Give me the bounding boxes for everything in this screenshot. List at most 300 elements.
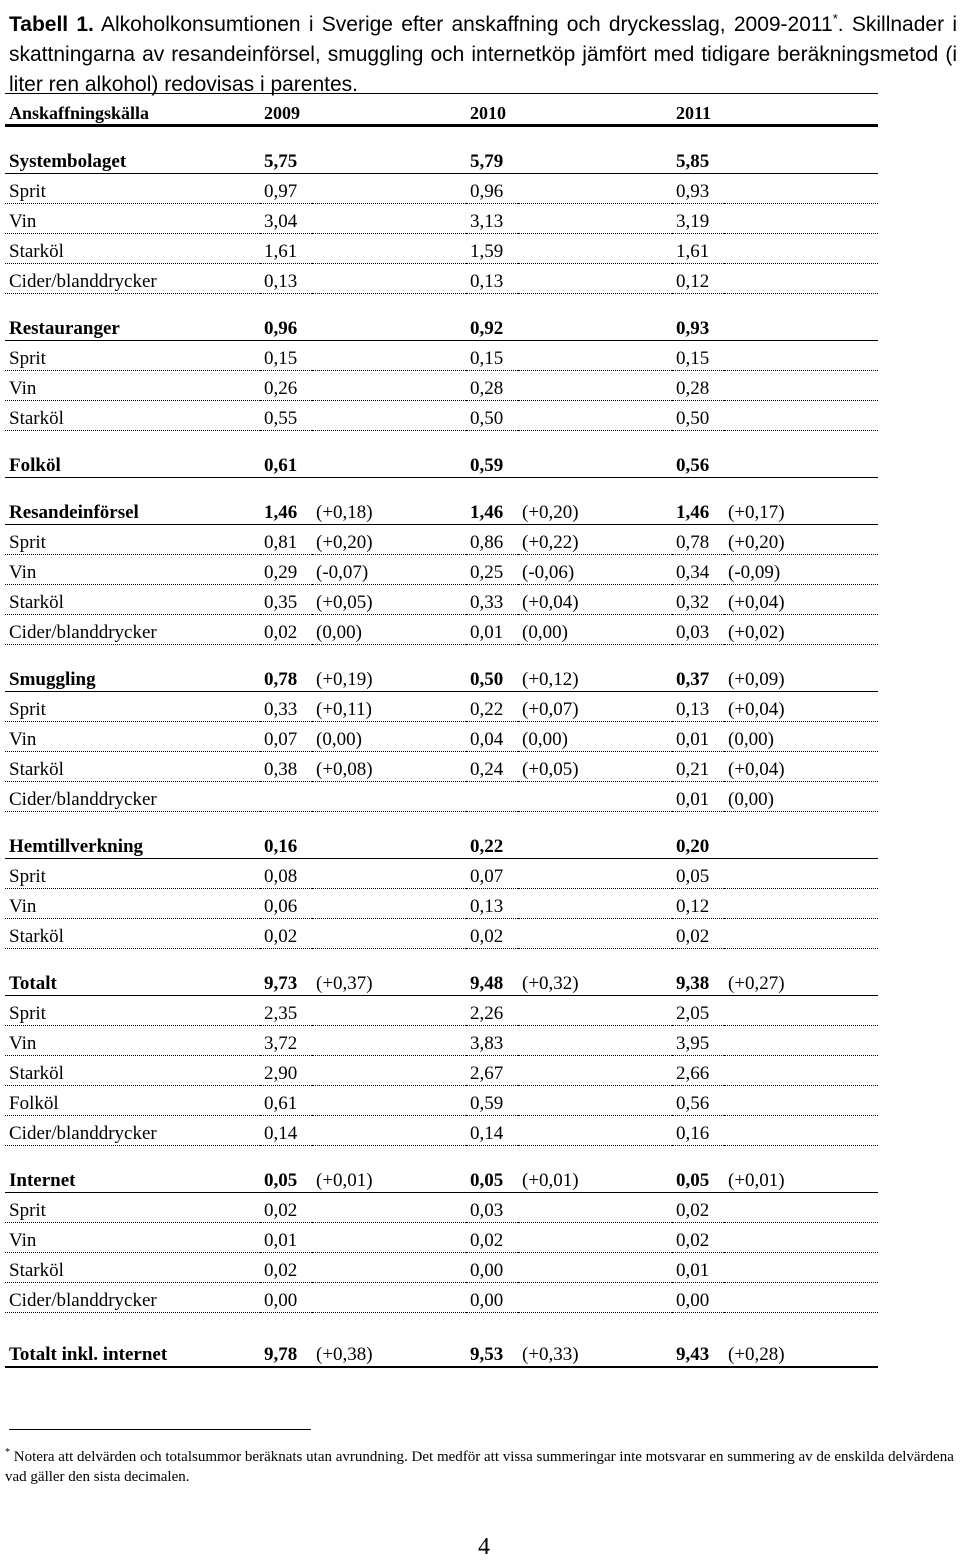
source-name: Cider/blanddrycker [5, 1116, 260, 1146]
source-name: Starköl [5, 401, 260, 431]
group-spacer [5, 1313, 878, 1330]
diff-2009: (0,00) [312, 722, 466, 752]
diff-2009: (+0,01) [312, 1162, 466, 1193]
value-2010 [466, 782, 518, 812]
caption-text: Alkoholkonsumtionen i Sverige efter anskaffning och dryckesslag, 2009-2011 [93, 13, 833, 36]
value-2011: 0,34 [672, 555, 724, 585]
group-spacer [5, 949, 878, 966]
diff-2009 [312, 371, 466, 401]
diff-2011 [724, 996, 878, 1026]
value-2011: 0,15 [672, 341, 724, 371]
value-2010: 0,28 [466, 371, 518, 401]
value-2010: 0,33 [466, 585, 518, 615]
value-2011: 0,20 [672, 828, 724, 859]
value-2010: 2,67 [466, 1056, 518, 1086]
diff-2009: (+0,37) [312, 965, 466, 996]
diff-2010: (+0,05) [518, 752, 672, 782]
diff-2009 [312, 447, 466, 478]
value-2010: 0,02 [466, 1223, 518, 1253]
spacer-cell [5, 645, 878, 662]
table-row [5, 996, 878, 1026]
value-2009: 0,14 [260, 1116, 312, 1146]
value-2011: 3,95 [672, 1026, 724, 1056]
spacer-cell [5, 294, 878, 311]
table-row [5, 752, 878, 782]
value-2009: 0,81 [260, 525, 312, 555]
table-row [5, 1026, 878, 1056]
value-2009: 0,08 [260, 859, 312, 889]
value-2009: 0,38 [260, 752, 312, 782]
value-2011: 1,61 [672, 234, 724, 264]
diff-2011 [724, 371, 878, 401]
diff-2010 [518, 859, 672, 889]
diff-2011: (+0,04) [724, 692, 878, 722]
diff-2009: (+0,38) [312, 1329, 466, 1367]
table-row [5, 782, 878, 812]
value-2011: 5,85 [672, 143, 724, 174]
diff-2011: (+0,28) [724, 1329, 878, 1367]
source-name: Cider/blanddrycker [5, 1283, 260, 1313]
spacer-cell [5, 949, 878, 966]
source-name: Sprit [5, 174, 260, 204]
value-2010: 0,15 [466, 341, 518, 371]
table-header-row [5, 94, 878, 126]
source-name: Internet [5, 1162, 260, 1193]
table-caption [9, 4, 957, 100]
diff-2011 [724, 264, 878, 294]
diff-2010 [518, 1056, 672, 1086]
value-2011: 3,19 [672, 204, 724, 234]
diff-2009 [312, 204, 466, 234]
value-2010: 0,24 [466, 752, 518, 782]
header-year-2010: 2010 [466, 94, 672, 126]
value-2011: 0,02 [672, 919, 724, 949]
diff-2011 [724, 919, 878, 949]
value-2009: 0,15 [260, 341, 312, 371]
table-row [5, 1223, 878, 1253]
diff-2010: (+0,22) [518, 525, 672, 555]
diff-2011 [724, 859, 878, 889]
diff-2010 [518, 174, 672, 204]
value-2010: 0,50 [466, 661, 518, 692]
group-spacer [5, 645, 878, 662]
diff-2009: (+0,11) [312, 692, 466, 722]
value-2010: 0,25 [466, 555, 518, 585]
source-name: Restauranger [5, 310, 260, 341]
value-2011: 2,05 [672, 996, 724, 1026]
value-2011: 0,93 [672, 310, 724, 341]
value-2009: 0,55 [260, 401, 312, 431]
value-2011: 0,78 [672, 525, 724, 555]
table-row [5, 174, 878, 204]
value-2011: 0,13 [672, 692, 724, 722]
table-row [5, 204, 878, 234]
value-2009: 0,61 [260, 1086, 312, 1116]
source-name: Sprit [5, 525, 260, 555]
spacer-cell [5, 126, 878, 144]
diff-2009 [312, 996, 466, 1026]
diff-2009 [312, 310, 466, 341]
value-2009: 0,96 [260, 310, 312, 341]
value-2009: 5,75 [260, 143, 312, 174]
value-2009: 1,61 [260, 234, 312, 264]
value-2011: 0,56 [672, 1086, 724, 1116]
source-name: Totalt [5, 965, 260, 996]
diff-2010 [518, 264, 672, 294]
value-2011: 0,02 [672, 1193, 724, 1223]
table-row-total [5, 143, 878, 174]
header-source: Anskaffningskälla [5, 94, 260, 126]
table-row-total [5, 1162, 878, 1193]
value-2010: 0,01 [466, 615, 518, 645]
value-2010: 5,79 [466, 143, 518, 174]
source-name: Folköl [5, 1086, 260, 1116]
value-2010: 0,00 [466, 1283, 518, 1313]
diff-2009 [312, 143, 466, 174]
diff-2011: (0,00) [724, 722, 878, 752]
diff-2010 [518, 371, 672, 401]
value-2010: 0,05 [466, 1162, 518, 1193]
spacer-cell [5, 431, 878, 448]
diff-2011 [724, 1253, 878, 1283]
diff-2010 [518, 1116, 672, 1146]
diff-2011 [724, 234, 878, 264]
spacer-cell [5, 1313, 878, 1330]
source-name: Sprit [5, 692, 260, 722]
diff-2009: (+0,18) [312, 494, 466, 525]
table-row-total [5, 1329, 878, 1367]
table-row [5, 371, 878, 401]
diff-2010 [518, 889, 672, 919]
value-2011: 0,12 [672, 889, 724, 919]
value-2011: 0,01 [672, 722, 724, 752]
value-2009: 0,01 [260, 1223, 312, 1253]
table-row [5, 525, 878, 555]
table-row [5, 401, 878, 431]
value-2010: 1,59 [466, 234, 518, 264]
diff-2011: (+0,01) [724, 1162, 878, 1193]
value-2010: 1,46 [466, 494, 518, 525]
value-2009: 0,02 [260, 615, 312, 645]
table-row [5, 585, 878, 615]
diff-2009: (+0,08) [312, 752, 466, 782]
value-2011: 0,12 [672, 264, 724, 294]
value-2011: 1,46 [672, 494, 724, 525]
diff-2009 [312, 859, 466, 889]
source-name: Vin [5, 1026, 260, 1056]
diff-2009: (0,00) [312, 615, 466, 645]
diff-2010: (+0,07) [518, 692, 672, 722]
value-2011: 9,43 [672, 1329, 724, 1367]
source-name: Sprit [5, 996, 260, 1026]
diff-2011 [724, 310, 878, 341]
diff-2010 [518, 1193, 672, 1223]
spacer-cell [5, 1146, 878, 1163]
value-2010: 9,53 [466, 1329, 518, 1367]
value-2009: 0,13 [260, 264, 312, 294]
diff-2009 [312, 1026, 466, 1056]
diff-2011 [724, 143, 878, 174]
diff-2010: (+0,33) [518, 1329, 672, 1367]
diff-2011: (+0,04) [724, 752, 878, 782]
value-2009: 9,73 [260, 965, 312, 996]
value-2009: 0,00 [260, 1283, 312, 1313]
diff-2010 [518, 828, 672, 859]
diff-2009 [312, 1283, 466, 1313]
source-name: Sprit [5, 859, 260, 889]
value-2010: 0,13 [466, 889, 518, 919]
value-2011: 0,37 [672, 661, 724, 692]
diff-2011 [724, 1283, 878, 1313]
value-2011: 0,05 [672, 859, 724, 889]
diff-2009: (+0,05) [312, 585, 466, 615]
diff-2010 [518, 143, 672, 174]
diff-2011 [724, 1056, 878, 1086]
diff-2009 [312, 174, 466, 204]
value-2009: 0,07 [260, 722, 312, 752]
table-row-total [5, 310, 878, 341]
diff-2009: (+0,20) [312, 525, 466, 555]
table-row [5, 919, 878, 949]
diff-2010 [518, 341, 672, 371]
source-name: Vin [5, 889, 260, 919]
value-2010: 0,92 [466, 310, 518, 341]
header-year-2009: 2009 [260, 94, 466, 126]
value-2011: 0,03 [672, 615, 724, 645]
value-2009: 1,46 [260, 494, 312, 525]
diff-2011 [724, 1086, 878, 1116]
source-name: Starköl [5, 585, 260, 615]
diff-2011 [724, 204, 878, 234]
value-2009: 2,90 [260, 1056, 312, 1086]
source-name: Hemtillverkning [5, 828, 260, 859]
source-name: Starköl [5, 1253, 260, 1283]
value-2010: 0,22 [466, 828, 518, 859]
diff-2011: (+0,17) [724, 494, 878, 525]
value-2009: 0,35 [260, 585, 312, 615]
diff-2011: (+0,09) [724, 661, 878, 692]
table-row-total [5, 494, 878, 525]
source-name: Totalt inkl. internet [5, 1329, 260, 1367]
value-2010: 0,86 [466, 525, 518, 555]
diff-2010 [518, 204, 672, 234]
source-name: Resandeinförsel [5, 494, 260, 525]
source-name: Sprit [5, 1193, 260, 1223]
group-spacer [5, 431, 878, 448]
diff-2009: (-0,07) [312, 555, 466, 585]
value-2010: 0,07 [466, 859, 518, 889]
value-2009: 0,16 [260, 828, 312, 859]
diff-2009 [312, 264, 466, 294]
value-2011: 0,00 [672, 1283, 724, 1313]
value-2011: 9,38 [672, 965, 724, 996]
value-2011: 0,28 [672, 371, 724, 401]
source-name: Cider/blanddrycker [5, 782, 260, 812]
diff-2011 [724, 401, 878, 431]
diff-2009 [312, 1116, 466, 1146]
source-name: Folköl [5, 447, 260, 478]
source-name: Vin [5, 204, 260, 234]
source-name: Starköl [5, 1056, 260, 1086]
value-2010: 0,03 [466, 1193, 518, 1223]
group-spacer [5, 1146, 878, 1163]
table-body [5, 126, 878, 1368]
value-2009: 0,33 [260, 692, 312, 722]
diff-2011: (+0,27) [724, 965, 878, 996]
table-row-total [5, 828, 878, 859]
value-2010: 0,96 [466, 174, 518, 204]
value-2010: 0,59 [466, 447, 518, 478]
diff-2010 [518, 1253, 672, 1283]
diff-2009 [312, 1086, 466, 1116]
value-2011: 0,21 [672, 752, 724, 782]
value-2010: 3,13 [466, 204, 518, 234]
diff-2010 [518, 1026, 672, 1056]
source-name: Smuggling [5, 661, 260, 692]
diff-2010: (-0,06) [518, 555, 672, 585]
diff-2010 [518, 234, 672, 264]
source-name: Starköl [5, 919, 260, 949]
diff-2011: (+0,20) [724, 525, 878, 555]
value-2011: 0,16 [672, 1116, 724, 1146]
table-row [5, 234, 878, 264]
group-spacer [5, 294, 878, 311]
diff-2011 [724, 341, 878, 371]
table-row [5, 692, 878, 722]
diff-2010 [518, 782, 672, 812]
table-row [5, 615, 878, 645]
source-name: Cider/blanddrycker [5, 264, 260, 294]
diff-2010 [518, 996, 672, 1026]
table-row [5, 264, 878, 294]
footnote [5, 1443, 955, 1487]
value-2009: 0,06 [260, 889, 312, 919]
value-2011: 0,01 [672, 782, 724, 812]
diff-2011 [724, 1116, 878, 1146]
table-row [5, 1253, 878, 1283]
value-2009: 0,26 [260, 371, 312, 401]
value-2009 [260, 782, 312, 812]
diff-2011 [724, 828, 878, 859]
diff-2011 [724, 1193, 878, 1223]
spacer-cell [5, 812, 878, 829]
footnote-marker: * [5, 1447, 10, 1458]
value-2011: 0,56 [672, 447, 724, 478]
value-2009: 0,02 [260, 1193, 312, 1223]
table-row [5, 889, 878, 919]
table-row [5, 1116, 878, 1146]
value-2010: 0,00 [466, 1253, 518, 1283]
diff-2011: (+0,04) [724, 585, 878, 615]
value-2009: 3,04 [260, 204, 312, 234]
diff-2009 [312, 889, 466, 919]
value-2010: 0,59 [466, 1086, 518, 1116]
group-spacer [5, 126, 878, 144]
value-2011: 0,32 [672, 585, 724, 615]
page-number: 4 [478, 1534, 490, 1560]
value-2010: 3,83 [466, 1026, 518, 1056]
diff-2009 [312, 919, 466, 949]
table-row [5, 341, 878, 371]
source-name: Vin [5, 371, 260, 401]
diff-2011: (+0,02) [724, 615, 878, 645]
table-row-total [5, 447, 878, 478]
diff-2010 [518, 401, 672, 431]
value-2011: 2,66 [672, 1056, 724, 1086]
group-spacer [5, 812, 878, 829]
diff-2010: (+0,04) [518, 585, 672, 615]
diff-2011 [724, 1026, 878, 1056]
value-2010: 0,02 [466, 919, 518, 949]
diff-2009 [312, 234, 466, 264]
value-2011: 0,05 [672, 1162, 724, 1193]
source-name: Starköl [5, 752, 260, 782]
value-2009: 3,72 [260, 1026, 312, 1056]
value-2010: 0,50 [466, 401, 518, 431]
value-2009: 9,78 [260, 1329, 312, 1367]
diff-2011 [724, 174, 878, 204]
diff-2009 [312, 1056, 466, 1086]
value-2009: 0,29 [260, 555, 312, 585]
diff-2010: (+0,32) [518, 965, 672, 996]
diff-2010: (0,00) [518, 615, 672, 645]
table-row-total [5, 965, 878, 996]
value-2011: 0,93 [672, 174, 724, 204]
diff-2009 [312, 1253, 466, 1283]
source-name: Sprit [5, 341, 260, 371]
diff-2010 [518, 447, 672, 478]
table-row [5, 1193, 878, 1223]
diff-2011: (-0,09) [724, 555, 878, 585]
diff-2010: (0,00) [518, 722, 672, 752]
value-2010: 0,14 [466, 1116, 518, 1146]
value-2009: 0,02 [260, 919, 312, 949]
value-2010: 0,22 [466, 692, 518, 722]
footnote-divider [9, 1429, 311, 1430]
value-2011: 0,50 [672, 401, 724, 431]
value-2010: 0,13 [466, 264, 518, 294]
group-spacer [5, 478, 878, 495]
diff-2010 [518, 1283, 672, 1313]
caption-footnote-marker: * [832, 11, 838, 26]
value-2010: 2,26 [466, 996, 518, 1026]
diff-2011 [724, 1223, 878, 1253]
diff-2009 [312, 401, 466, 431]
diff-2009: (+0,19) [312, 661, 466, 692]
value-2009: 0,61 [260, 447, 312, 478]
footnote-text: Notera att delvärden och totalsummor beräknats utan avrundning. Det medför att vissa summeringar inte motsvarar en summering av de enskilda delvärdena vad gäller den sista decimalen. [5, 1449, 954, 1485]
diff-2010 [518, 1223, 672, 1253]
value-2011: 0,02 [672, 1223, 724, 1253]
source-name: Vin [5, 555, 260, 585]
table-row [5, 1056, 878, 1086]
source-name: Vin [5, 722, 260, 752]
value-2011: 0,01 [672, 1253, 724, 1283]
source-name: Systembolaget [5, 143, 260, 174]
table-row [5, 1086, 878, 1116]
value-2009: 0,78 [260, 661, 312, 692]
source-name: Starköl [5, 234, 260, 264]
value-2009: 2,35 [260, 996, 312, 1026]
caption-text-continued: . Skillnader i skattningarna av resandeinförsel, smuggling och internetköp jämfört med tidigare beräkningsmetod (i liter ren alkohol) redovisas i parentes. [9, 13, 957, 96]
diff-2011 [724, 447, 878, 478]
diff-2010: (+0,12) [518, 661, 672, 692]
diff-2009 [312, 1223, 466, 1253]
value-2010: 9,48 [466, 965, 518, 996]
table-row [5, 555, 878, 585]
diff-2011 [724, 889, 878, 919]
source-name: Cider/blanddrycker [5, 615, 260, 645]
